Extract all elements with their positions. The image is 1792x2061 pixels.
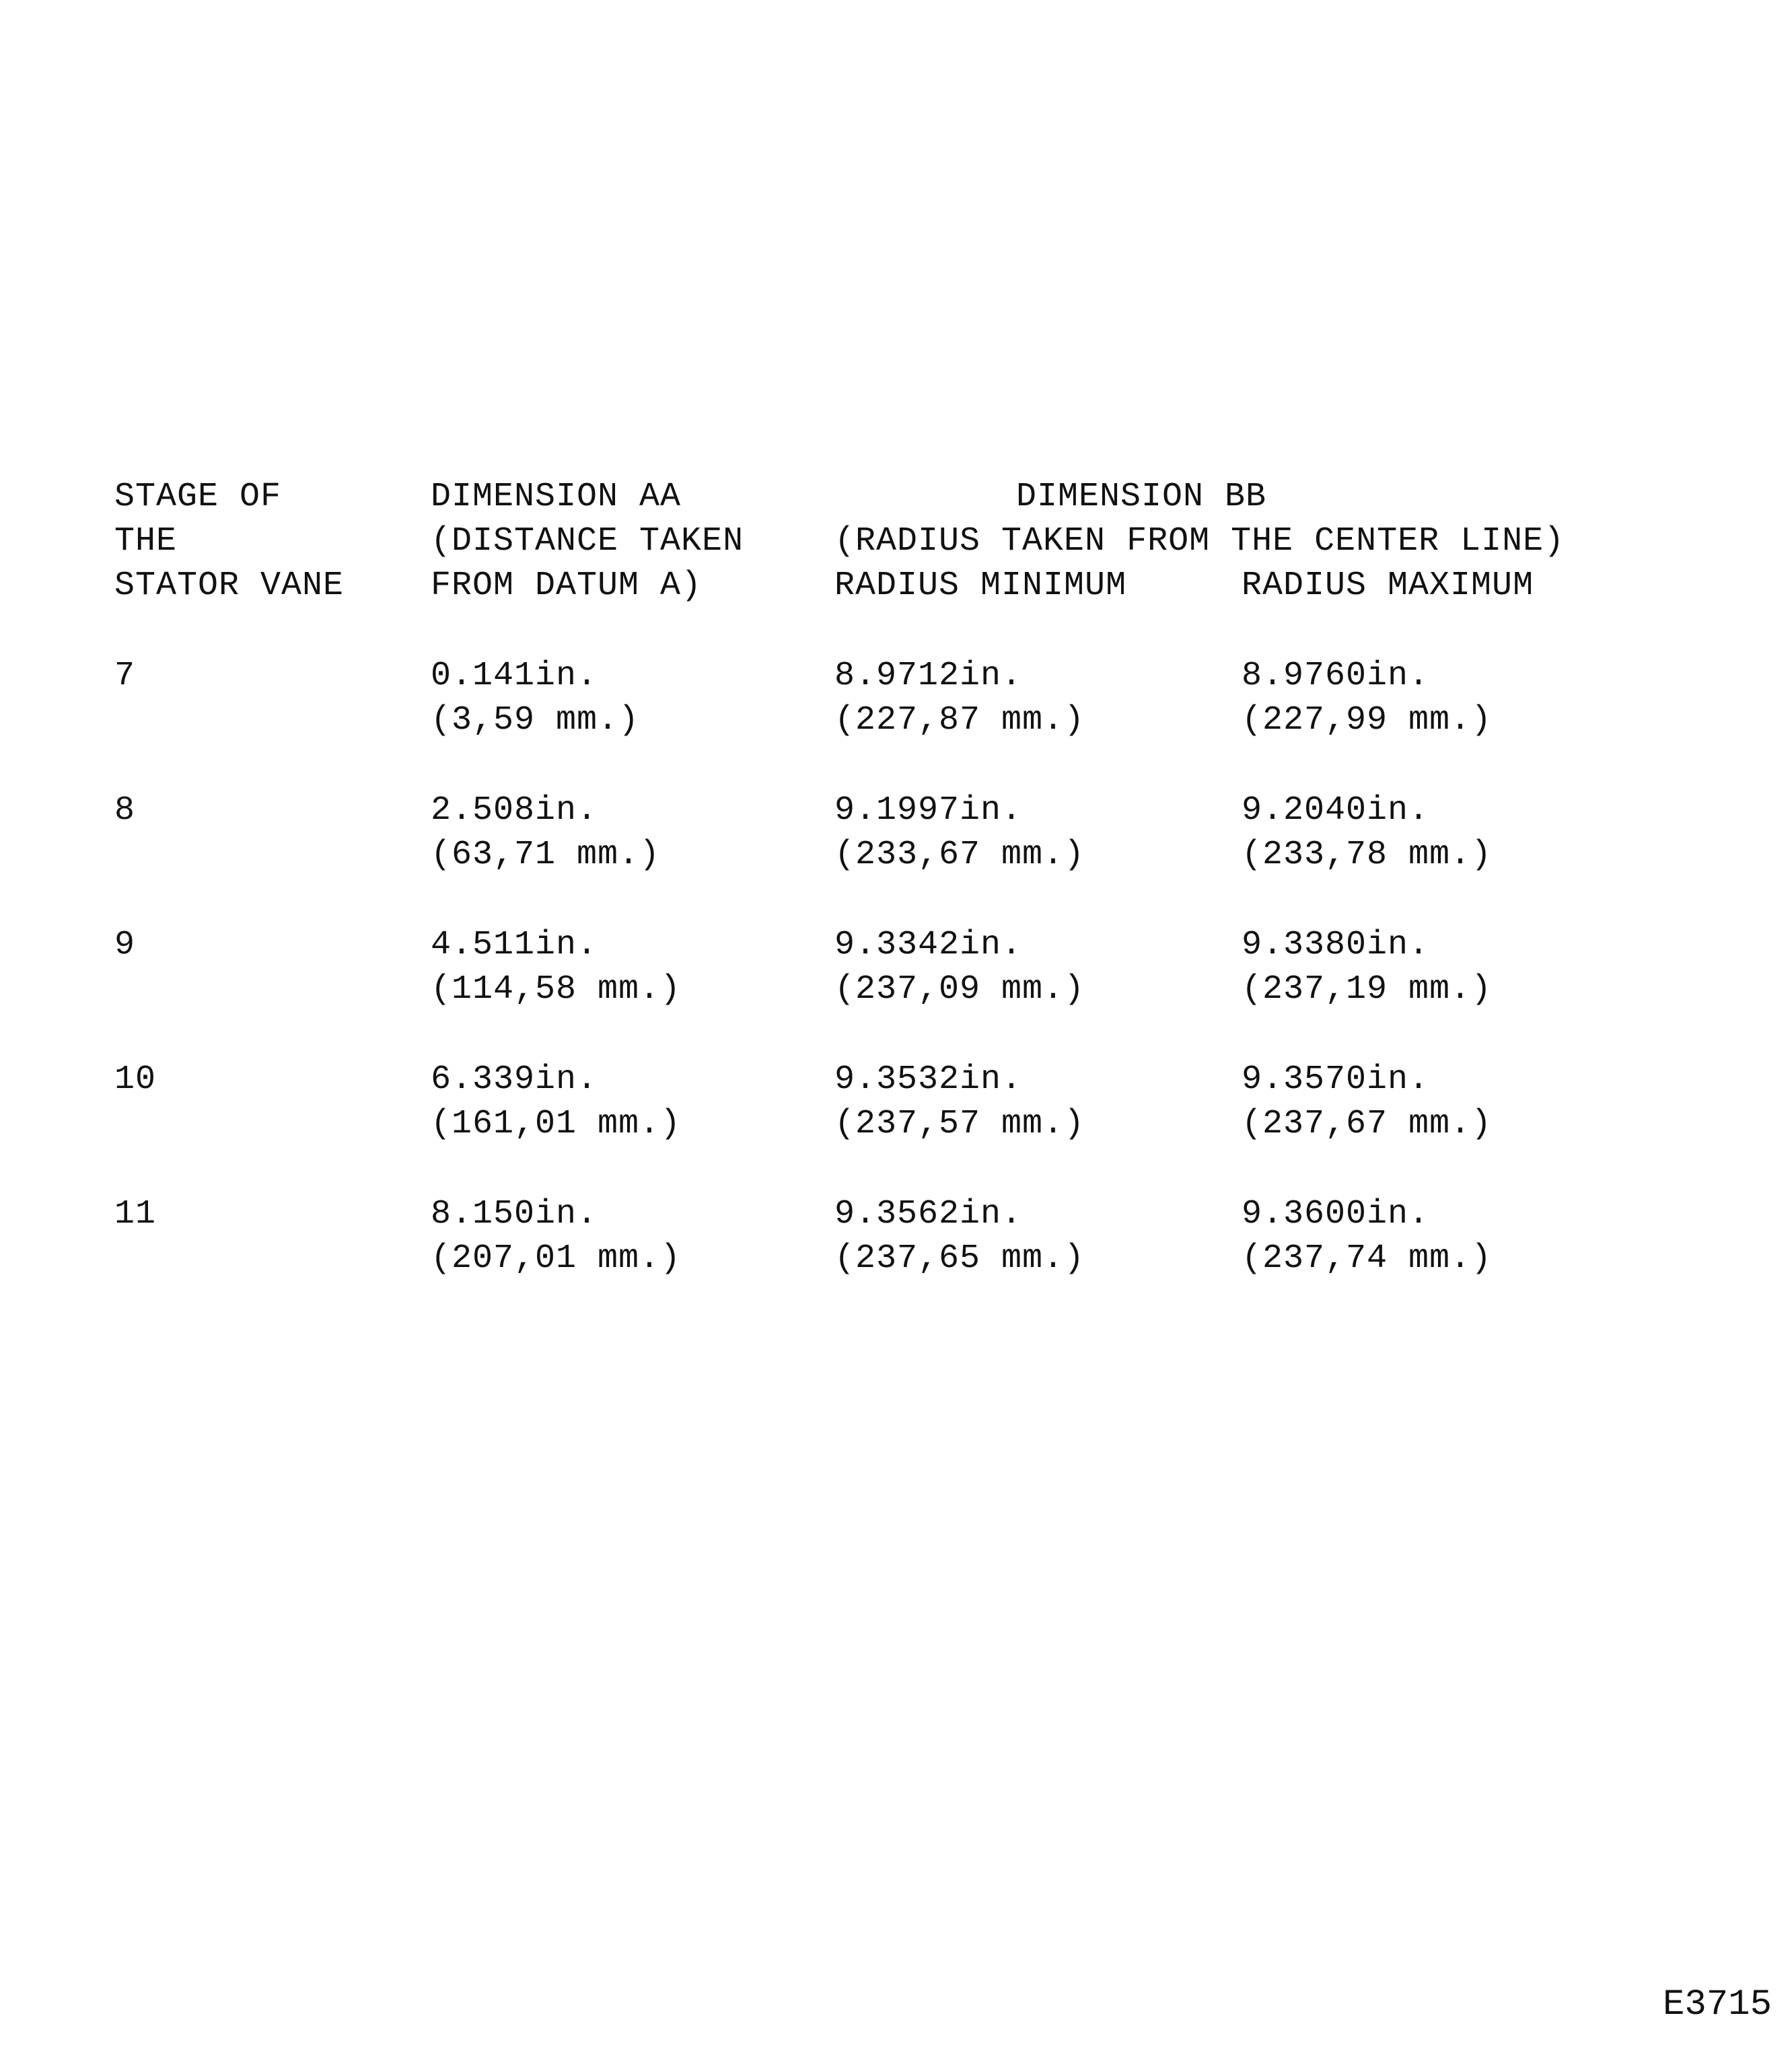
row-dim-aa-mm: (207,01 mm.)	[431, 1239, 682, 1278]
row-radius-max-inches: 9.3380in.	[1242, 926, 1430, 964]
header-stage-line-3: STATOR VANE	[114, 567, 345, 605]
row-dim-aa-mm: (3,59 mm.)	[431, 701, 640, 739]
row-radius-max-inches: 9.3570in.	[1242, 1060, 1430, 1099]
row-radius-max-mm: (233,78 mm.)	[1242, 836, 1493, 874]
row-radius-max-mm: (237,19 mm.)	[1242, 970, 1493, 1009]
header-radius-maximum: RADIUS MAXIMUM	[1242, 567, 1534, 605]
row-radius-min-mm: (233,67 mm.)	[834, 836, 1085, 874]
row-radius-max-inches: 8.9760in.	[1242, 657, 1430, 695]
row-radius-max-inches: 9.3600in.	[1242, 1195, 1430, 1233]
row-stage: 10	[114, 1060, 157, 1099]
row-radius-min-mm: (237,09 mm.)	[834, 970, 1085, 1009]
row-stage: 7	[114, 657, 136, 695]
row-radius-max-mm: (227,99 mm.)	[1242, 701, 1493, 739]
header-dim-aa-line-1: DIMENSION AA	[431, 478, 682, 516]
row-radius-min-mm: (227,87 mm.)	[834, 701, 1085, 739]
row-dim-aa-inches: 4.511in.	[431, 926, 598, 964]
row-radius-min-inches: 9.3532in.	[834, 1060, 1023, 1099]
row-dim-aa-inches: 8.150in.	[431, 1195, 598, 1233]
row-dim-aa-mm: (63,71 mm.)	[431, 836, 661, 874]
row-radius-min-mm: (237,57 mm.)	[834, 1105, 1085, 1143]
header-stage-line-1: STAGE OF	[114, 478, 282, 516]
row-radius-max-mm: (237,74 mm.)	[1242, 1239, 1493, 1278]
row-radius-min-inches: 8.9712in.	[834, 657, 1023, 695]
figure-reference: E3715	[1662, 1984, 1772, 2025]
row-dim-aa-inches: 2.508in.	[431, 791, 598, 830]
row-dim-aa-inches: 6.339in.	[431, 1060, 598, 1099]
row-dim-aa-inches: 0.141in.	[431, 657, 598, 695]
row-stage: 9	[114, 926, 136, 964]
header-dim-aa-line-2: (DISTANCE TAKEN	[431, 522, 744, 561]
row-dim-aa-mm: (161,01 mm.)	[431, 1105, 682, 1143]
row-radius-min-inches: 9.3562in.	[834, 1195, 1023, 1233]
header-dim-aa-line-3: FROM DATUM A)	[431, 567, 703, 605]
header-radius-minimum: RADIUS MINIMUM	[834, 567, 1127, 605]
row-radius-min-inches: 9.3342in.	[834, 926, 1023, 964]
header-stage-line-2: THE	[114, 522, 178, 561]
row-stage: 11	[114, 1195, 157, 1233]
row-radius-max-inches: 9.2040in.	[1242, 791, 1430, 830]
row-radius-max-mm: (237,67 mm.)	[1242, 1105, 1493, 1143]
row-stage: 8	[114, 791, 136, 830]
header-dim-bb-title: DIMENSION BB	[1016, 478, 1267, 516]
row-dim-aa-mm: (114,58 mm.)	[431, 970, 682, 1009]
row-radius-min-mm: (237,65 mm.)	[834, 1239, 1085, 1278]
header-dim-bb-subtitle: (RADIUS TAKEN FROM THE CENTER LINE)	[834, 522, 1565, 561]
row-radius-min-inches: 9.1997in.	[834, 791, 1023, 830]
